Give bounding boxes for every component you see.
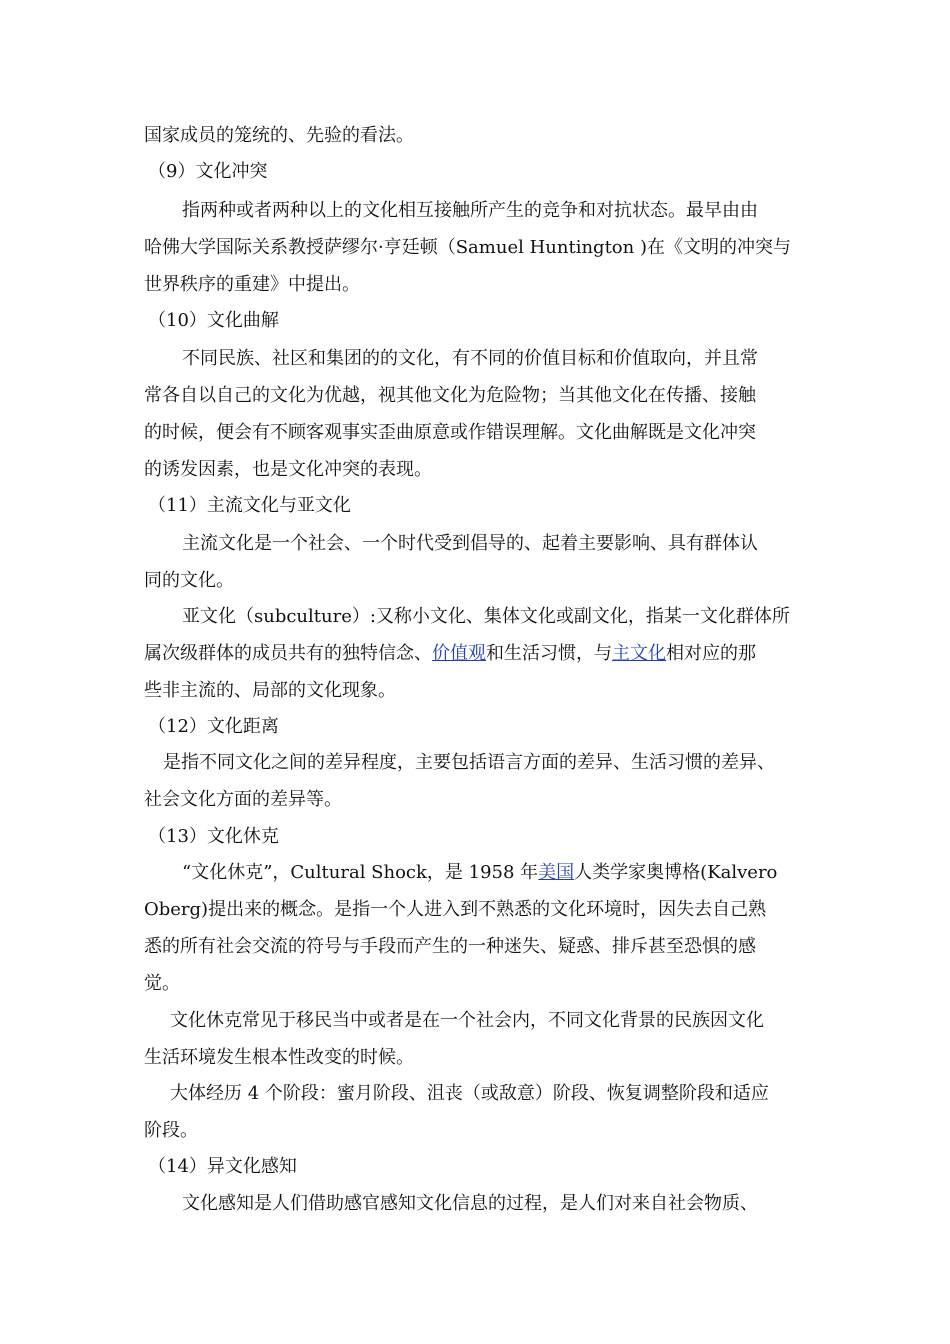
paragraph-line: 指两种或者两种以上的文化相互接触所产生的竞争和对抗状态。最早由由 bbox=[182, 200, 758, 221]
text-run: “文化休克”，Cultural Shock，是 1958 年 bbox=[182, 862, 539, 883]
paragraph-line: 国家成员的笼统的、先验的看法。 bbox=[144, 125, 414, 146]
paragraph-line: 大体经历 4 个阶段：蜜月阶段、沮丧（或敌意）阶段、恢复调整阶段和适应 bbox=[170, 1083, 769, 1104]
link-values[interactable]: 价值观 bbox=[432, 643, 486, 664]
paragraph-line: 世界秩序的重建》中提出。 bbox=[144, 274, 360, 295]
paragraph-line: 哈佛大学国际关系教授萨缪尔·亨廷顿（Samuel Huntington )在《文明的冲突与 bbox=[144, 237, 791, 258]
paragraph-line bbox=[144, 642, 756, 666]
paragraph-line: Oberg)提出来的概念。是指一个人进入到不熟悉的文化环境时，因失去自己熟 bbox=[144, 899, 767, 920]
paragraph-line: 的时候，便会有不顾客观事实歪曲原意或作错误理解。文化曲解既是文化冲突 bbox=[144, 422, 756, 443]
paragraph-line: 生活环境发生根本性改变的时候。 bbox=[144, 1047, 414, 1068]
paragraph-line: 常各自以自己的文化为优越，视其他文化为危险物；当其他文化在传播、接触 bbox=[144, 385, 756, 406]
section-heading: （13）文化休克 bbox=[148, 826, 279, 847]
text-run: 相对应的那 bbox=[666, 643, 756, 664]
paragraph-line: 是指不同文化之间的差异程度，主要包括语言方面的差异、生活习惯的差异、 bbox=[163, 752, 775, 773]
text-run: 属次级群体的成员共有的独特信念、 bbox=[144, 643, 432, 664]
link-main-culture[interactable]: 主文化 bbox=[612, 643, 666, 664]
paragraph-line: 社会文化方面的差异等。 bbox=[144, 789, 342, 810]
paragraph-line: 不同民族、社区和集团的的文化，有不同的价值目标和价值取向，并且常 bbox=[182, 348, 758, 369]
section-heading: （12）文化距离 bbox=[148, 716, 279, 737]
paragraph-line: 悉的所有社会交流的符号与手段而产生的一种迷失、疑惑、排斥甚至恐惧的感 bbox=[144, 936, 756, 957]
paragraph-line: 阶段。 bbox=[144, 1120, 198, 1141]
link-usa[interactable]: 美国 bbox=[538, 862, 575, 883]
paragraph-line: 亚文化（subculture）:又称小文化、集体文化或副文化，指某一文化群体所 bbox=[182, 606, 790, 627]
section-heading: （9）文化冲突 bbox=[148, 161, 268, 182]
section-heading: （10）文化曲解 bbox=[148, 310, 279, 331]
paragraph-line: 同的文化。 bbox=[144, 570, 234, 591]
paragraph-line: 文化休克常见于移民当中或者是在一个社会内，不同文化背景的民族因文化 bbox=[170, 1010, 764, 1031]
paragraph-line: 些非主流的、局部的文化现象。 bbox=[144, 680, 396, 701]
paragraph-line: 文化感知是人们借助感官感知文化信息的过程，是人们对来自社会物质、 bbox=[182, 1193, 758, 1214]
section-heading: （11）主流文化与亚文化 bbox=[148, 495, 351, 516]
text-run: 和生活习惯，与 bbox=[486, 643, 612, 664]
section-heading: （14）异文化感知 bbox=[148, 1156, 297, 1177]
paragraph-line: 觉。 bbox=[144, 973, 180, 994]
paragraph-line: 的诱发因素，也是文化冲突的表现。 bbox=[144, 459, 432, 480]
paragraph-line: 主流文化是一个社会、一个时代受到倡导的、起着主要影响、具有群体认 bbox=[182, 533, 758, 554]
text-run: 人类学家奥博格(Kalvero bbox=[574, 862, 778, 883]
paragraph-line bbox=[182, 861, 777, 885]
